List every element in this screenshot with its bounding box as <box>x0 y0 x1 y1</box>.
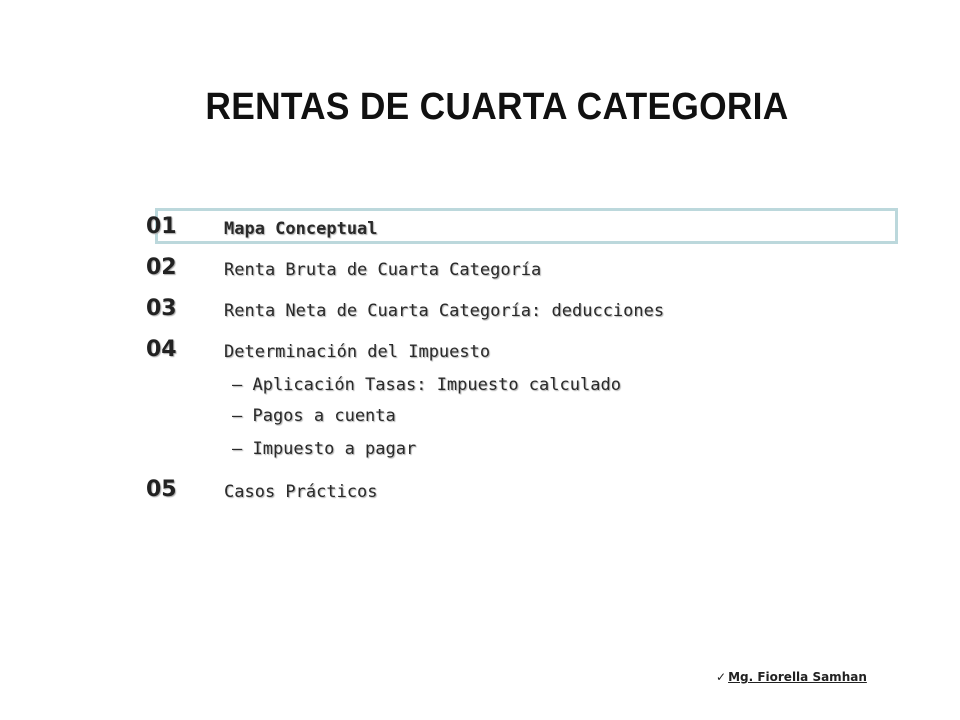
checkmark-icon: ✓ <box>716 670 727 684</box>
sub-item-impuesto-a-pagar[interactable]: – Impuesto a pagar <box>232 439 417 459</box>
item-label: Mapa Conceptual <box>224 219 378 239</box>
sub-item-pagos-a-cuenta[interactable]: – Pagos a cuenta <box>232 406 396 426</box>
author-footer <box>716 670 867 684</box>
slide-title: RENTAS DE CUARTA CATEGORIA <box>205 86 789 128</box>
item-label: Casos Prácticos <box>224 482 378 502</box>
author-name: Mg. Fiorella Samhan <box>728 670 867 684</box>
item-number: 04 <box>146 337 177 362</box>
item-number: 05 <box>146 477 177 502</box>
item-label: Determinación del Impuesto <box>224 342 491 362</box>
item-label: Renta Neta de Cuarta Categoría: deducciones <box>224 301 665 321</box>
item-label: Renta Bruta de Cuarta Categoría <box>224 260 542 280</box>
item-number: 02 <box>146 255 177 280</box>
item-number: 03 <box>146 296 177 321</box>
item-number: 01 <box>146 214 177 239</box>
sub-item-tasas[interactable]: – Aplicación Tasas: Impuesto calculado <box>232 375 621 395</box>
